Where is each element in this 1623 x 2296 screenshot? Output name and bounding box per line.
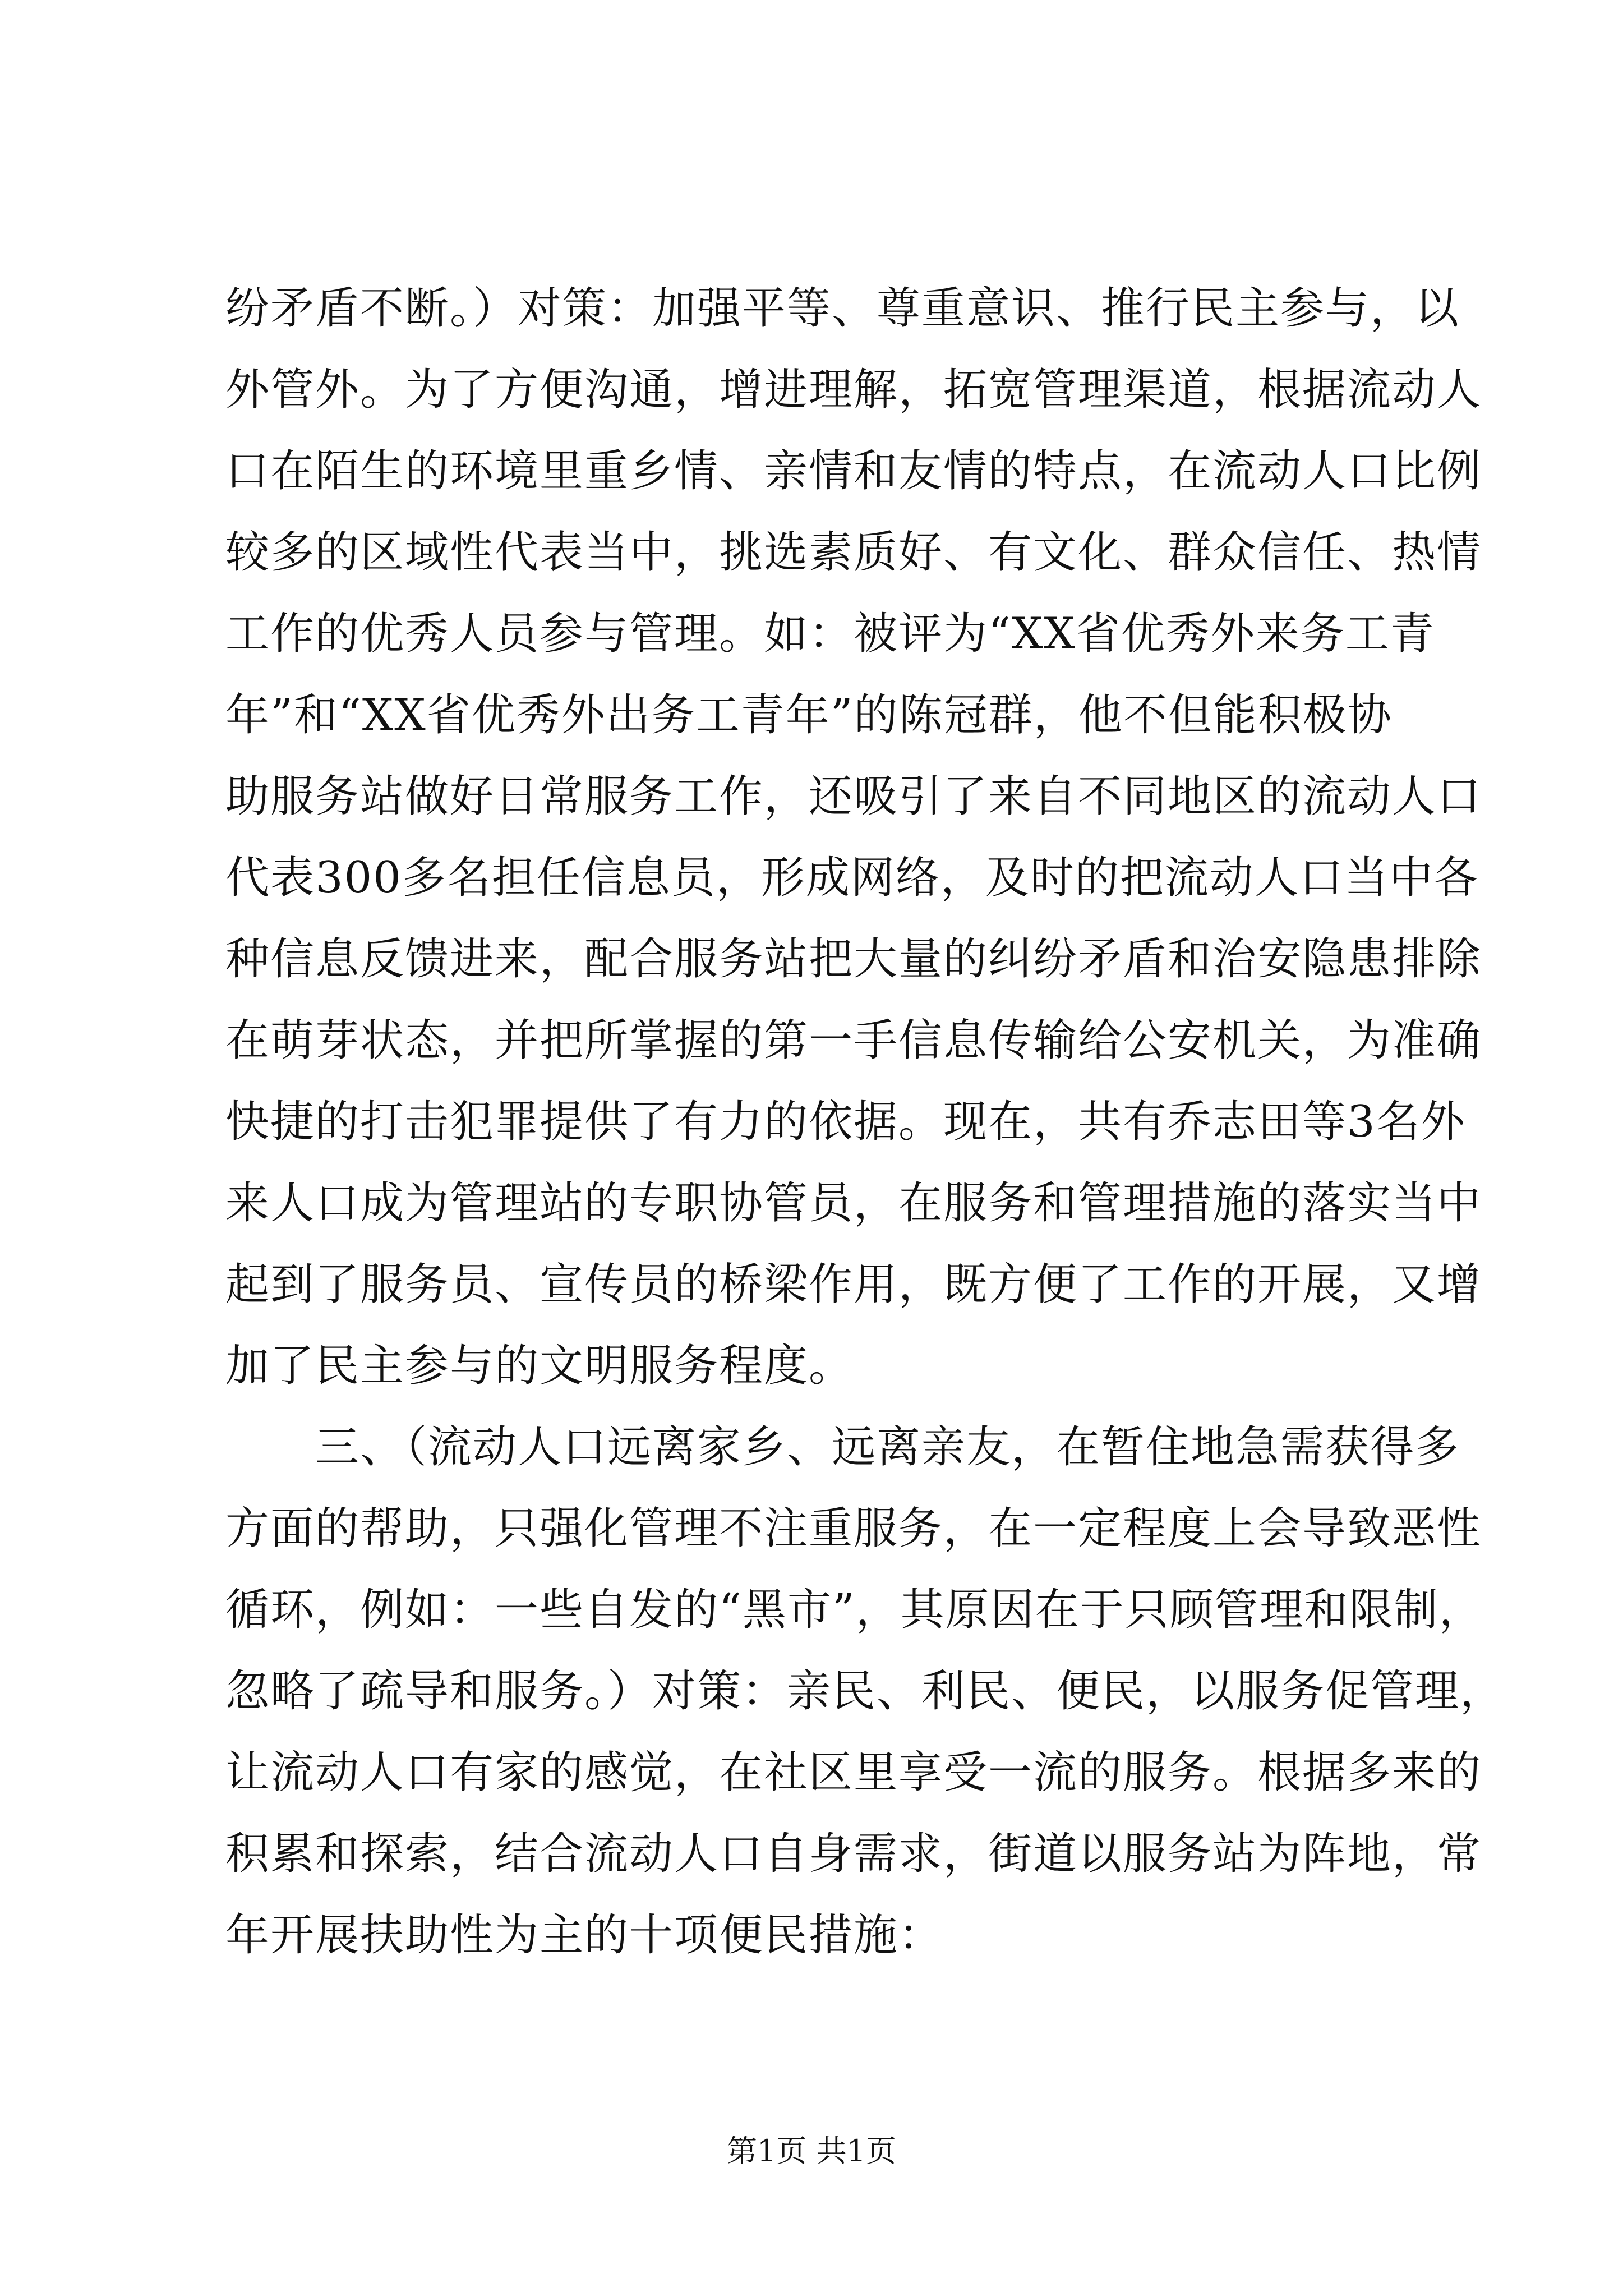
text-line: 加了民主参与的文明服务程度。 (225, 1341, 854, 1391)
text-line: 工作的优秀人员参与管理。如：被评为“XX省优秀外来务工青 (225, 609, 1435, 659)
text-line: 起到了服务员、宣传员的桥梁作用，既方便了工作的开展，又增 (225, 1259, 1482, 1310)
text-line: 三、（流动人口远离家乡、远离亲友，在暂住地急需获得多 (225, 1422, 1460, 1473)
document-body (225, 268, 1505, 1976)
text-line: 循环，例如：一些自发的“黑市”，其原因在于只顾管理和限制， (225, 1585, 1484, 1635)
text-line: 纷矛盾不断。）对策：加强平等、尊重意识、推行民主参与，以 (225, 283, 1460, 334)
text-line: 让流动人口有家的感觉，在社区里享受一流的服务。根据多来的 (225, 1747, 1482, 1798)
text-line: 在萌芽状态，并把所掌握的第一手信息传输给公安机关，为准确 (225, 1015, 1482, 1066)
page-number-footer: 第1页 共1页 (727, 2133, 896, 2169)
text-line: 年开展扶助性为主的十项便民措施： (225, 1910, 944, 1961)
text-line: 方面的帮助，只强化管理不注重服务，在一定程度上会导致恶性 (225, 1503, 1482, 1554)
text-line: 代表300多名担任信息员，形成网络，及时的把流动人口当中各 (225, 853, 1479, 903)
text-line: 快捷的打击犯罪提供了有力的依据。现在，共有乔志田等3名外 (225, 1097, 1466, 1147)
text-line: 外管外。为了方便沟通，增进理解，拓宽管理渠道，根据流动人 (225, 365, 1482, 415)
text-line: 助服务站做好日常服务工作，还吸引了来自不同地区的流动人口 (225, 771, 1482, 822)
text-line: 种信息反馈进来，配合服务站把大量的纠纷矛盾和治安隐患排除 (225, 934, 1482, 984)
text-line: 忽略了疏导和服务。）对策：亲民、利民、便民，以服务促管理， (225, 1666, 1505, 1717)
text-line: 较多的区域性代表当中，挑选素质好、有文化、群众信任、热情 (225, 527, 1482, 578)
text-line: 积累和探索，结合流动人口自身需求，街道以服务站为阵地，常 (225, 1829, 1482, 1879)
text-line: 口在陌生的环境里重乡情、亲情和友情的特点，在流动人口比例 (225, 446, 1482, 496)
text-line: 来人口成为管理站的专职协管员，在服务和管理措施的落实当中 (225, 1178, 1482, 1228)
text-line: 年”和“XX省优秀外出务工青年”的陈冠群，他不但能积极协 (225, 690, 1393, 740)
